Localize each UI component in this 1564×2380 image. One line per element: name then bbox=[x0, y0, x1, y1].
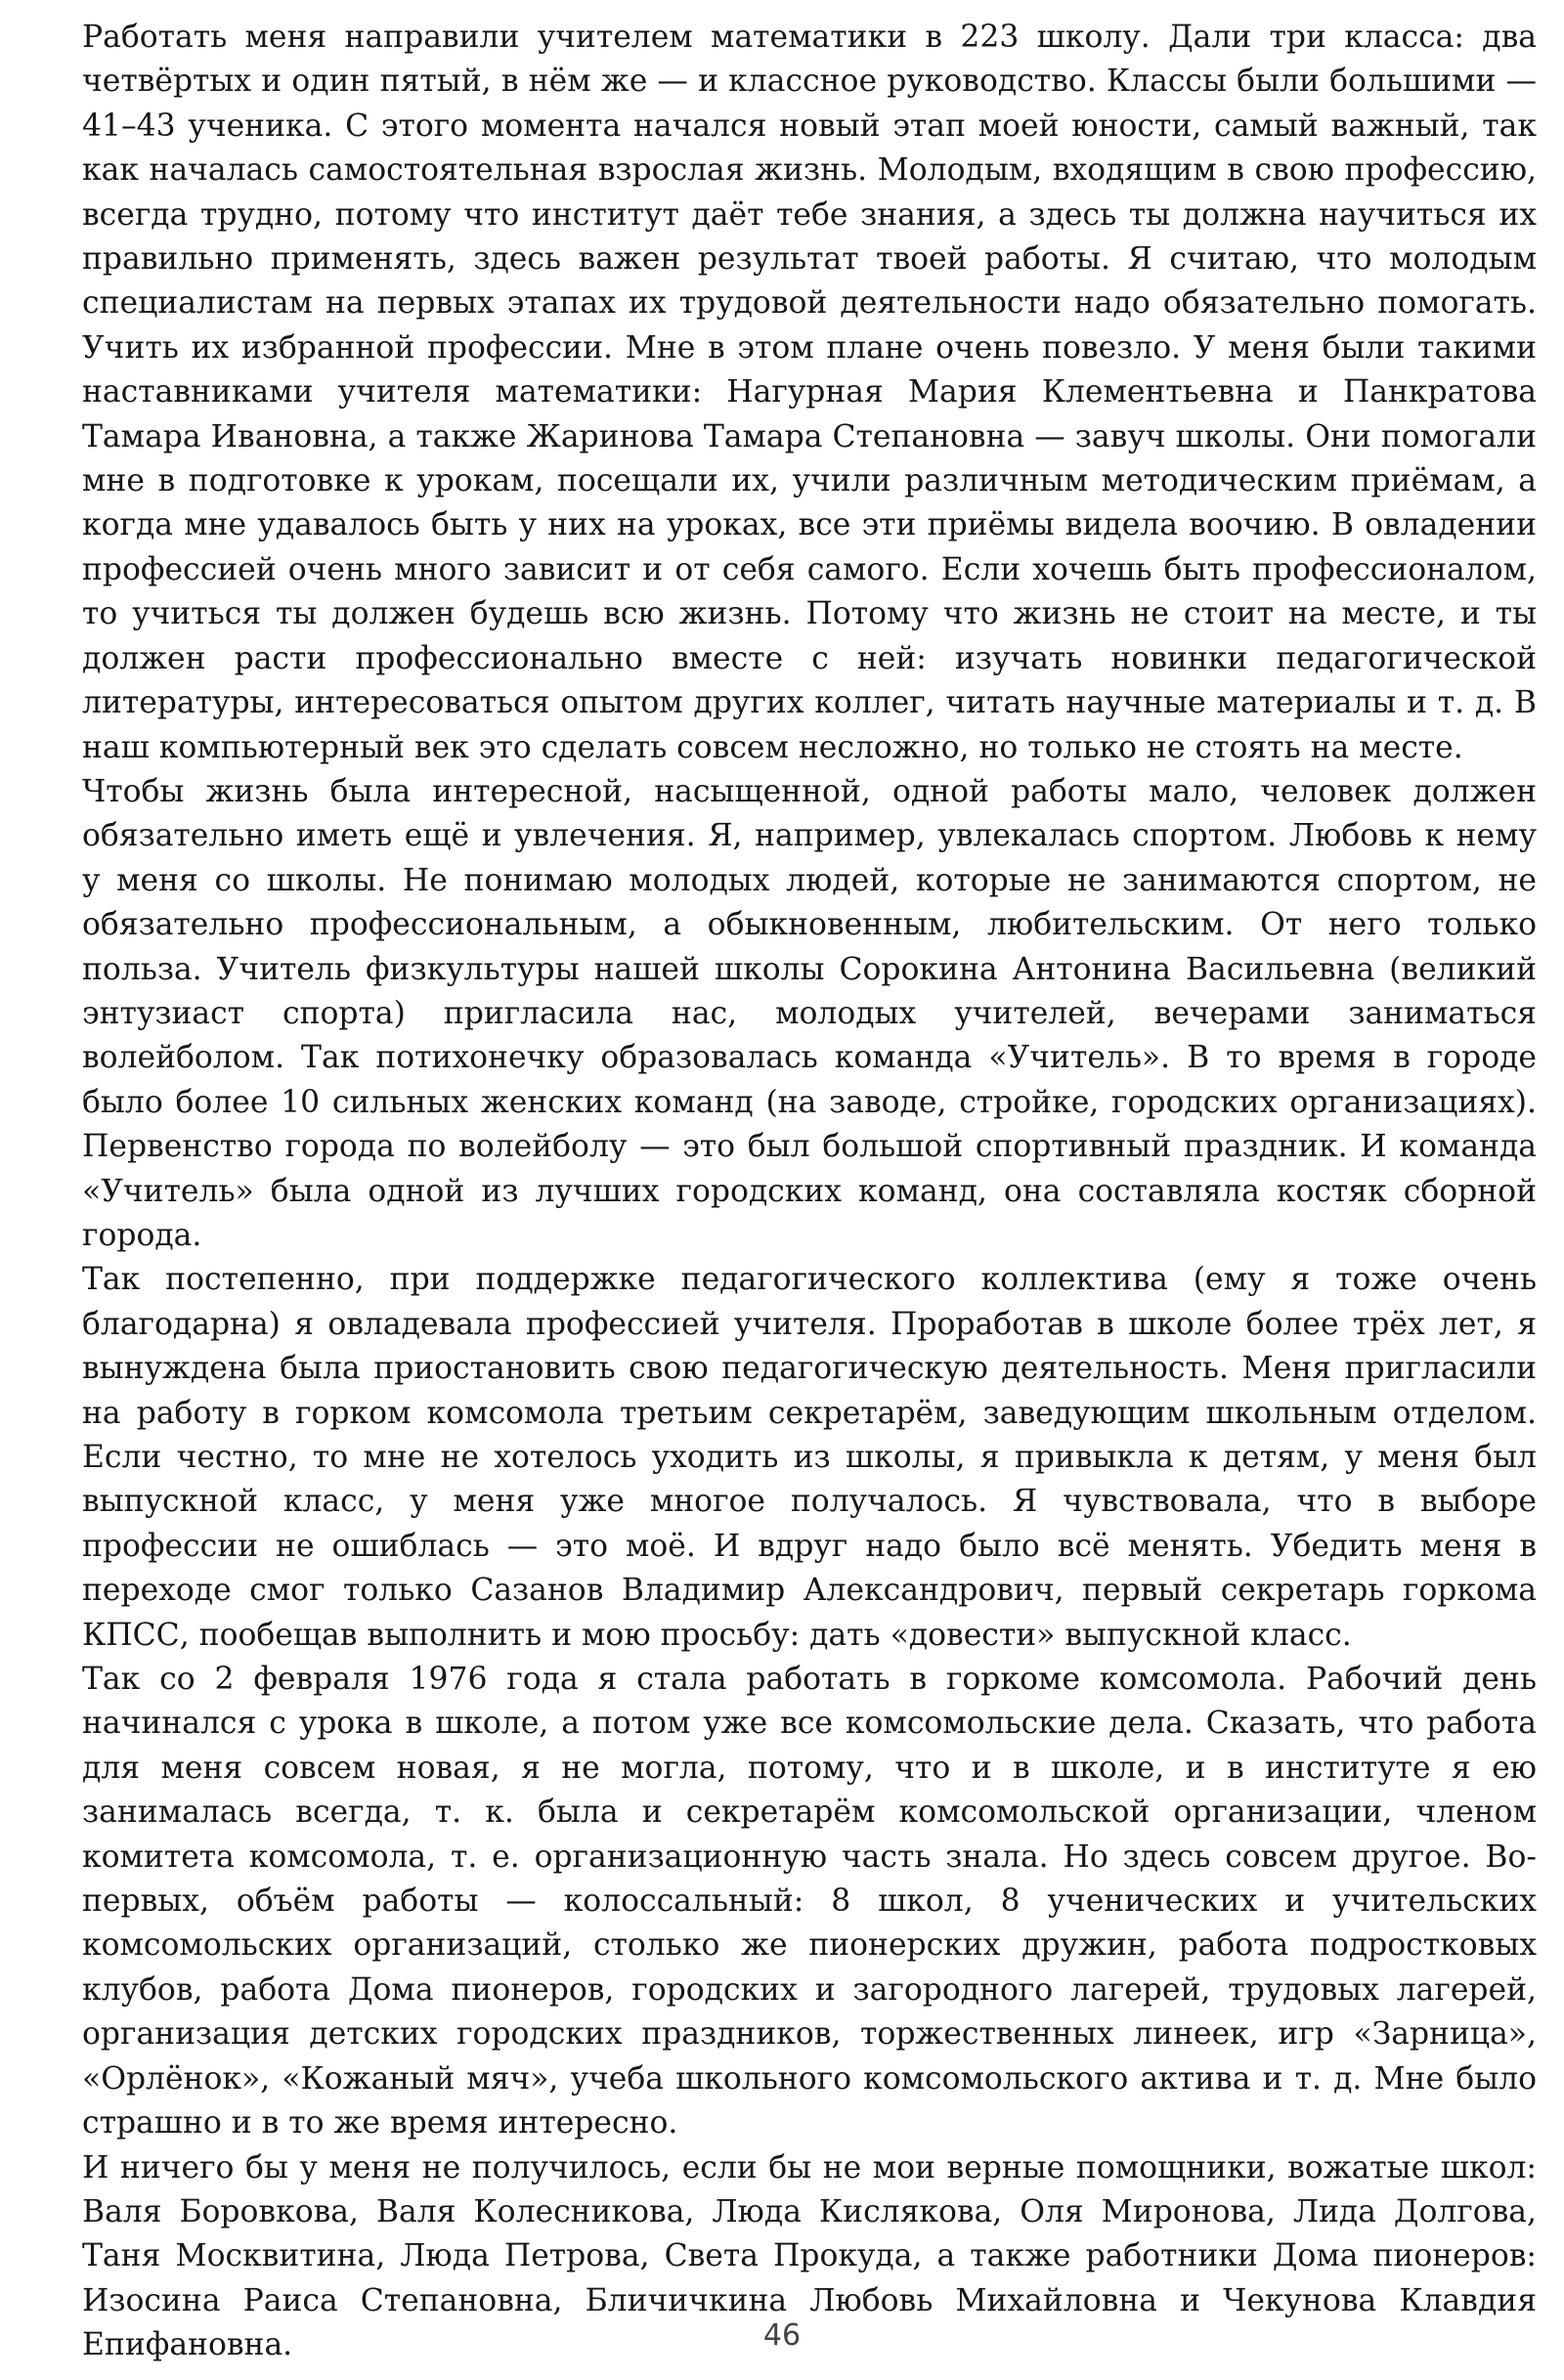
paragraph-helpers: И ничего бы у меня не получилось, если бы не мои верные помощники, вожатые школ: Валя Боровкова, Валя Колесникова, Люда Кислякова, Оля Миронова, Лида Долгова, Таня Москвитина, Люда Петрова, Света Прокуда, а также работники Дома пионеров: Изосина Раиса Степановна, Бличичкина Любовь Михайловна и Чекунова Клавдия Епифановна. bbox=[82, 2149, 1537, 2363]
page-body bbox=[82, 16, 1537, 2368]
paragraph-first-job: Работать меня направили учителем математики в 223 школу. Дали три класса: два четвёртых и один пятый, в нём же — и классное руководство. Классы были большими — 41–43 ученика. С этого момента начался новый этап моей юности, самый важный, так как началась самостоятельная взрослая жизнь. Молодым, входящим в свою профессию, всегда трудно, потому что институт даёт тебе знания, а здесь ты должна научиться их правильно применять, здесь важен результат твоей работы. Я считаю, что молодым специалистам на первых этапах их трудовой деятельности надо обязательно помогать. Учить их избранной профессии. Мне в этом плане очень повезло. У меня были такими наставниками учителя математики: Нагурная Мария Клементьевна и Панкратова Тамара Ивановна, а также Жаринова Тамара Степановна — завуч школы. Они помогали мне в подготовке к урокам, посещали их, учили различным методическим приёмам, а когда мне удавалось быть у них на уроках, все эти приёмы видела воочию. В овладении профессией очень много зависит и от себя самого. Если хочешь быть профессионалом, то учиться ты должен будешь всю жизнь. Потому что жизнь не стоит на месте, и ты должен расти профессионально вместе с ней: изучать новинки педагогической литературы, интересоваться опытом других коллег, читать научные материалы и т. д. В наш компьютерный век это сделать совсем несложно, но только не стоять на месте. bbox=[82, 20, 1537, 765]
page-number: 46 bbox=[762, 2318, 802, 2353]
paragraph-hobby-sport: Чтобы жизнь была интересной, насыщенной, одной работы мало, человек должен обязательно иметь ещё и увлечения. Я, например, увлекалась спортом. Любовь к нему у меня со школы. Не понимаю молодых людей, которые не занимаются спортом, не обязательно профессиональным, а обыкновенным, любительским. От него только польза. Учитель физкультуры нашей школы Сорокина Антонина Васильевна (великий энтузиаст спорта) пригласила нас, молодых учителей, вечерами заниматься волейболом. Так потихонечку образовалась команда «Учитель». В то время в городе было более 10 сильных женских команд (на заводе, стройке, городских организациях). Первенство города по волейболу — это был большой спортивный праздник. И команда «Учитель» была одной из лучших городских команд, она составляла костяк сборной города. bbox=[82, 773, 1537, 1253]
paragraph-career-change: Так постепенно, при поддержке педагогического коллектива (ему я тоже очень благодарна) я овладевала профессией учителя. Проработав в школе более трёх лет, я вынуждена была приостановить свою педагогическую деятельность. Меня пригласили на работу в горком комсомола третьим секретарём, заведующим школьным отделом. Если честно, то мне не хотелось уходить из школы, я привыкла к детям, у меня был выпускной класс, у меня уже многое получалось. Я чувствовала, что в выборе профессии не ошиблась — это моё. И вдруг надо было всё менять. Убедить меня в переходе смог только Сазанов Владимир Александрович, первый секретарь горкома КПСС, пообещав выполнить и мою просьбу: дать «довести» выпускной класс. bbox=[82, 1262, 1537, 1653]
paragraph-komsomol-work: Так со 2 февраля 1976 года я стала работать в горкоме комсомола. Рабочий день начинался с урока в школе, а потом уже все комсомольские дела. Сказать, что работа для меня совсем новая, я не могла, потому, что и в школе, и в институте я ею занималась всегда, т. к. была и секретарём комсомольской организации, членом комитета комсомола, т. е. организационную часть знала. Но здесь совсем другое. Во-первых, объём работы — колоссальный: 8 школ, 8 ученических и учительских комсомольских организаций, столько же пионерских дружин, работа подростковых клубов, работа Дома пионеров, городских и загородного лагерей, трудовых лагерей, организация детских городских праздников, торжественных линеек, игр «Зарница», «Орлёнок», «Кожаный мяч», учеба школьного комсомольского актива и т. д. Мне было страшно и в то же время интересно. bbox=[82, 1662, 1537, 2142]
